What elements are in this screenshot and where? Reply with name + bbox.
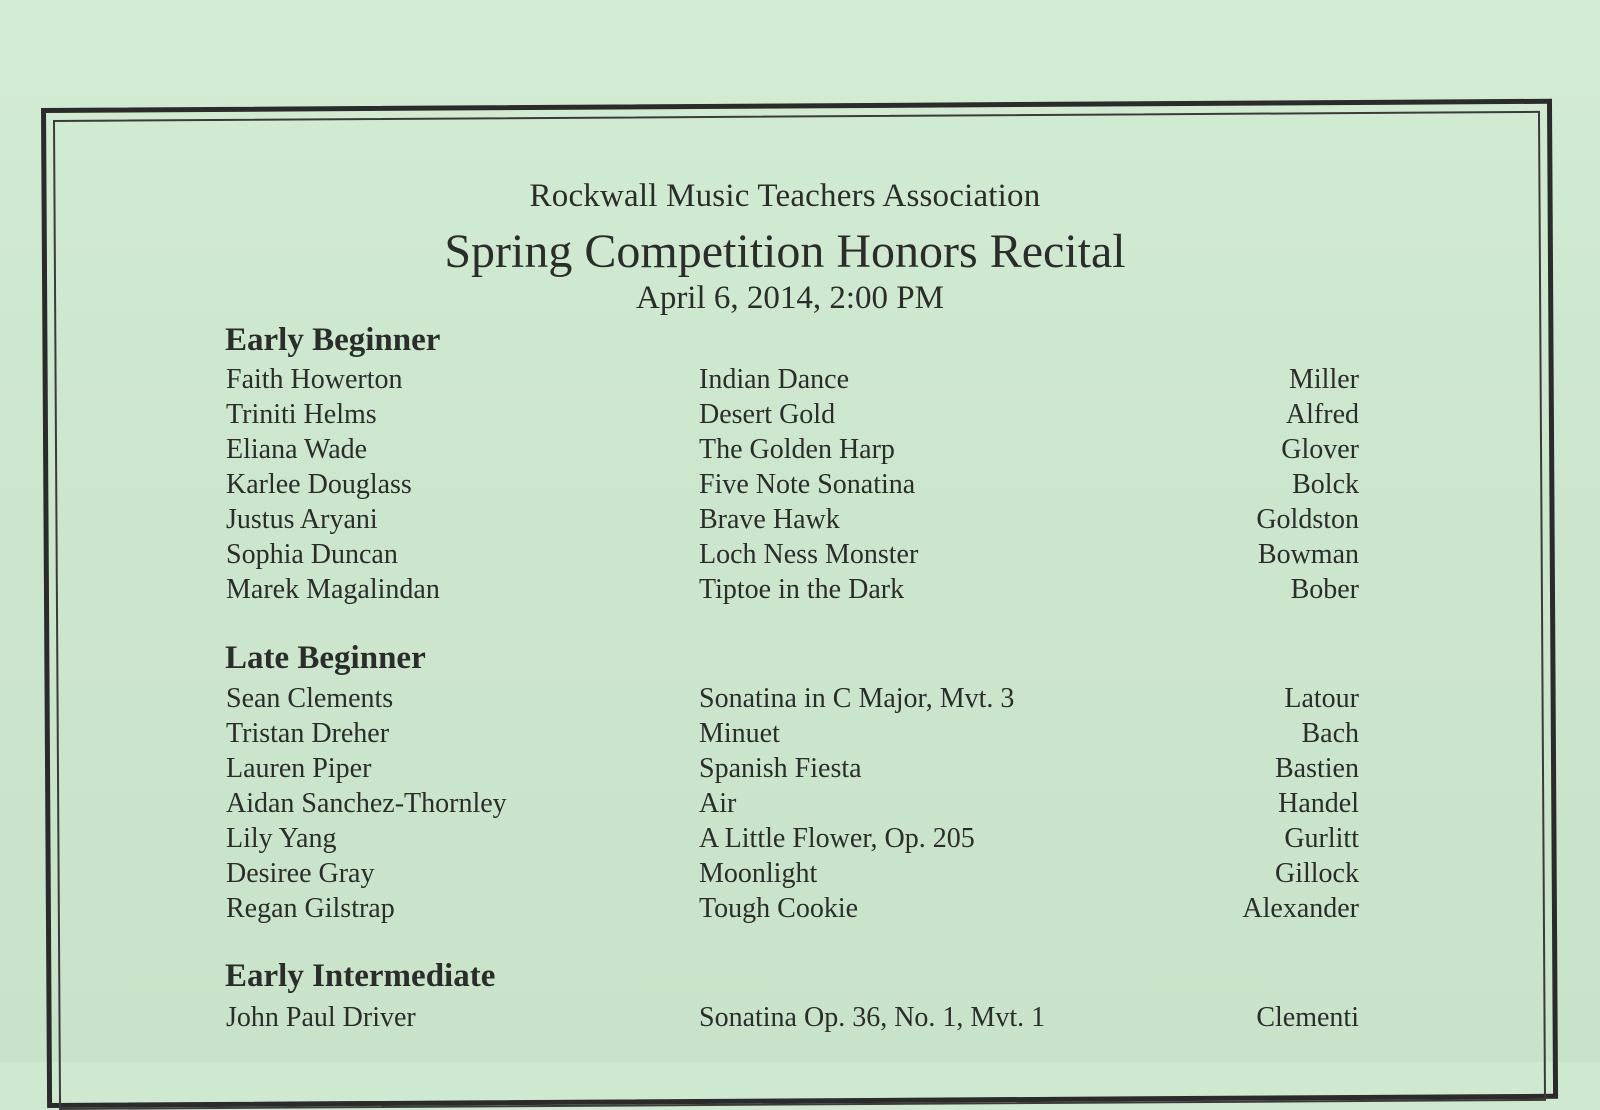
composer-name: Bach [1301, 718, 1359, 749]
composer-name: Bober [1290, 574, 1359, 605]
performer-name: Karlee Douglass [226, 469, 412, 500]
program-row [0, 434, 1600, 470]
program-row [0, 469, 1600, 505]
program-row [0, 858, 1600, 894]
piece-title: Sonatina in C Major, Mvt. 3 [699, 683, 1015, 714]
performer-name: Tristan Dreher [226, 718, 390, 749]
piece-title: Indian Dance [699, 364, 850, 395]
composer-name: Alfred [1285, 399, 1359, 430]
piece-title: Air [699, 788, 737, 819]
performer-name: Faith Howerton [226, 364, 403, 395]
performer-name: John Paul Driver [226, 1002, 416, 1033]
piece-title: Spanish Fiesta [699, 753, 862, 784]
event-date: April 6, 2014, 2:00 PM [635, 280, 945, 316]
performer-name: Eliana Wade [226, 434, 368, 465]
composer-name: Bowman [1257, 539, 1359, 570]
composer-name: Clementi [1256, 1002, 1359, 1033]
piece-title: Minuet [699, 718, 780, 749]
piece-title: Sonatina Op. 36, No. 1, Mvt. 1 [699, 1002, 1046, 1033]
composer-name: Handel [1278, 788, 1359, 819]
composer-name: Gurlitt [1284, 823, 1359, 854]
performer-name: Marek Magalindan [226, 574, 440, 605]
program-row [0, 893, 1600, 929]
event-title: Spring Competition Honors Recital [444, 225, 1126, 278]
program-row [0, 504, 1600, 540]
piece-title: Tiptoe in the Dark [699, 574, 905, 605]
performer-name: Aidan Sanchez-Thornley [226, 788, 507, 819]
piece-title: Desert Gold [699, 399, 836, 430]
section-heading-early-intermediate: Early Intermediate [225, 958, 496, 994]
program-row [0, 788, 1600, 824]
piece-title: Brave Hawk [699, 504, 840, 535]
program-row [0, 539, 1600, 575]
program-row [0, 364, 1600, 400]
performer-name: Justus Aryani [226, 504, 378, 535]
composer-name: Alexander [1242, 893, 1359, 924]
piece-title: Moonlight [699, 858, 818, 889]
composer-name: Latour [1284, 683, 1359, 714]
composer-name: Goldston [1256, 504, 1359, 535]
piece-title: Tough Cookie [699, 893, 859, 924]
performer-name: Triniti Helms [226, 399, 377, 430]
piece-title: Five Note Sonatina [699, 469, 916, 500]
composer-name: Bolck [1292, 469, 1359, 500]
section-heading-late-beginner: Late Beginner [225, 640, 426, 676]
performer-name: Sean Clements [226, 683, 394, 714]
program-row [0, 718, 1600, 754]
performer-name: Regan Gilstrap [226, 893, 395, 924]
performer-name: Lauren Piper [226, 753, 372, 784]
program-row [0, 1002, 1600, 1038]
performer-name: Desiree Gray [226, 858, 375, 889]
composer-name: Bastien [1275, 753, 1359, 784]
program-row [0, 753, 1600, 789]
program-row [0, 574, 1600, 610]
piece-title: A Little Flower, Op. 205 [699, 823, 975, 854]
performer-name: Sophia Duncan [226, 539, 398, 570]
composer-name: Glover [1281, 434, 1359, 465]
performer-name: Lily Yang [226, 823, 337, 854]
composer-name: Gillock [1275, 858, 1359, 889]
organization-name: Rockwall Music Teachers Association [529, 178, 1041, 214]
program-row [0, 823, 1600, 859]
section-heading-early-beginner: Early Beginner [225, 322, 441, 358]
piece-title: The Golden Harp [699, 434, 895, 465]
program-row [0, 683, 1600, 719]
composer-name: Miller [1289, 364, 1359, 395]
piece-title: Loch Ness Monster [699, 539, 919, 570]
program-row [0, 399, 1600, 435]
